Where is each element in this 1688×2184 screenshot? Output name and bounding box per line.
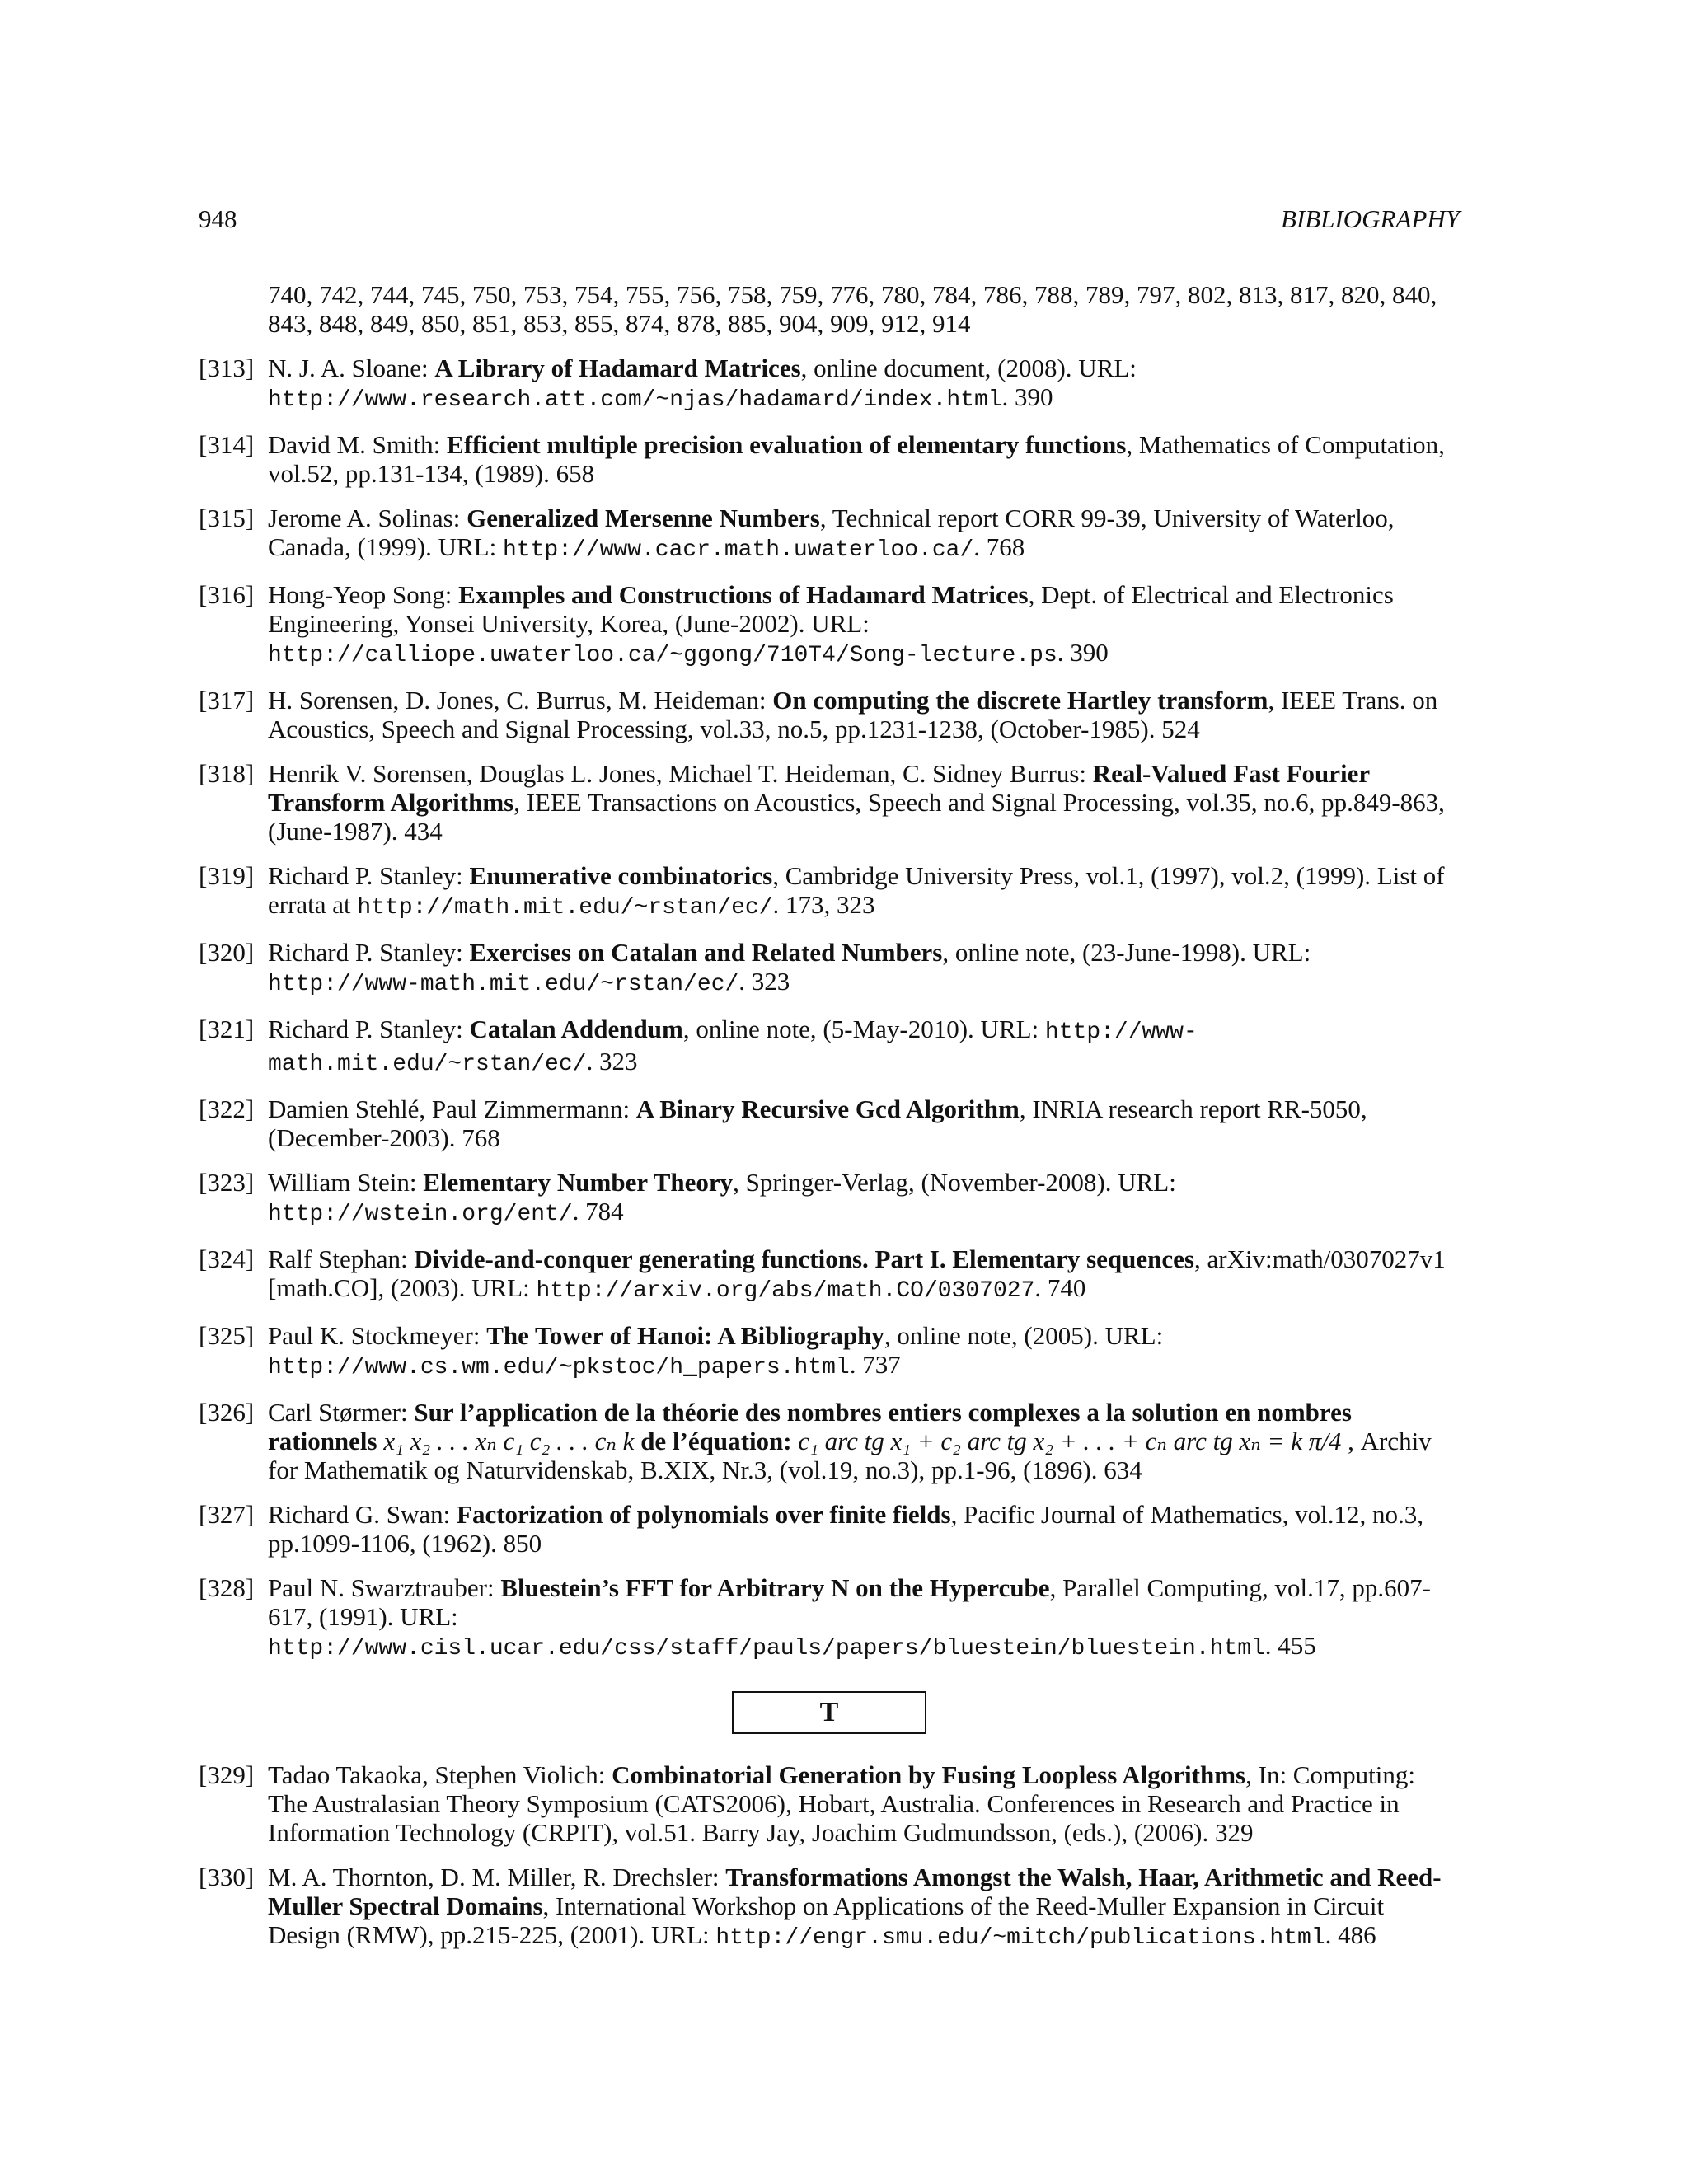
bib-entry	[199, 759, 1460, 846]
entry-authors: Carl Størmer:	[268, 1398, 415, 1427]
entry-title-part-b: de l’équation:	[634, 1427, 799, 1455]
bibliography-content	[199, 280, 1460, 1968]
bib-entry	[199, 354, 1460, 415]
bib-entry	[199, 1863, 1460, 1952]
entry-number: [316]	[199, 580, 255, 609]
entry-details: , Pacific Journal of Mathematics, vol.12, no.3, pp.1099-1106, (1962).	[268, 1500, 1423, 1558]
entry-details: , online note, (2005). URL:	[884, 1321, 1164, 1350]
entry-pages: 850	[496, 1529, 542, 1558]
entry-title: Efficient multiple precision evaluation of elementary functions	[447, 430, 1127, 459]
page-number: 948	[199, 204, 237, 233]
entry-pages: . 784	[572, 1197, 624, 1226]
entry-number: [325]	[199, 1321, 255, 1350]
entry-details: , arXiv:math/0307027v1 [math.CO], (2003). URL:	[268, 1244, 1446, 1302]
entry-authors: Ralf Stephan:	[268, 1244, 415, 1273]
bib-entry	[199, 1168, 1460, 1229]
entry-details: , Technical report CORR 99-39, University of Waterloo, Canada, (1999). URL:	[268, 504, 1395, 561]
entry-number: [321]	[199, 1015, 255, 1043]
bib-entry	[199, 938, 1460, 999]
entry-details: , Archiv for Mathematik og Naturvidenskab, B.XIX, Nr.3, (vol.19, no.3), pp.1-96, (1896).	[268, 1427, 1432, 1484]
entry-details: , Springer-Verlag, (November-2008). URL:	[733, 1168, 1176, 1197]
running-head	[199, 204, 1460, 234]
entry-title: The Tower of Hanoi: A Bibliography	[486, 1321, 884, 1350]
entry-number: [330]	[199, 1863, 255, 1891]
entry-details: , IEEE Transactions on Acoustics, Speech and Signal Processing, vol.35, no.6, pp.849-863, (June-1987).	[268, 788, 1445, 846]
entry-title: Bluestein’s FFT for Arbitrary N on the Hypercube	[500, 1573, 1050, 1602]
bib-entry-326	[199, 1398, 1460, 1484]
entry-details: , online note, (23-June-1998). URL:	[942, 938, 1311, 967]
entry-number: [327]	[199, 1500, 255, 1529]
entry-number: [324]	[199, 1244, 255, 1273]
entry-authors: Richard P. Stanley:	[268, 1015, 470, 1043]
entry-pages: . 323	[738, 967, 790, 996]
entry-pages: 329	[1208, 1818, 1254, 1847]
entry-details: , IEEE Trans. on Acoustics, Speech and Signal Processing, vol.33, no.5, pp.1231-1238, (October-1985).	[268, 686, 1438, 743]
entry-title: Elementary Number Theory	[423, 1168, 734, 1197]
entry-pages: . 740	[1034, 1273, 1086, 1302]
entry-details: , Parallel Computing, vol.17, pp.607-617, (1991). URL:	[268, 1573, 1431, 1631]
entry-details: , online note, (5-May-2010). URL:	[682, 1015, 1045, 1043]
entry-math-equation: c₁ arc tg x₁ + c₂ arc tg x₂ + . . . + cₙ arc tg xₙ = k π/4	[798, 1427, 1342, 1455]
entry-pages: . 768	[973, 532, 1025, 561]
entry-pages: . 737	[849, 1350, 901, 1379]
entry-url: http://calliope.uwaterloo.ca/~ggong/710T4/Song-lecture.ps	[268, 643, 1057, 668]
entry-url: http://www.cacr.math.uwaterloo.ca/	[502, 537, 974, 563]
entry-authors: Tadao Takaoka, Stephen Violich:	[268, 1760, 612, 1789]
section-letter-box: T	[732, 1691, 926, 1734]
bib-entry	[199, 1094, 1460, 1152]
bib-entry	[199, 1760, 1460, 1847]
section-title: BIBLIOGRAPHY	[1281, 204, 1460, 233]
bibliography-list-t	[199, 1760, 1460, 1952]
entry-number: [313]	[199, 354, 255, 382]
entry-details: , Mathematics of Computation, vol.52, pp.131-134, (1989).	[268, 430, 1445, 488]
entry-pages: 524	[1155, 715, 1200, 743]
bibliography-list-s2	[199, 1500, 1460, 1663]
entry-number: [317]	[199, 686, 255, 715]
entry-title: Enumerative combinatorics	[469, 861, 773, 890]
entry-title: Transformations Amongst the Walsh, Haar, Arithmetic and Reed-Muller Spectral Domains	[268, 1863, 1442, 1920]
entry-title: Factorization of polynomials over finite fields	[457, 1500, 951, 1529]
bib-entry	[199, 686, 1460, 743]
entry-title: Divide-and-conquer generating functions. Part I. Elementary sequences	[414, 1244, 1194, 1273]
entry-pages: . 323	[586, 1047, 638, 1076]
entry-title: Generalized Mersenne Numbers	[467, 504, 820, 532]
entry-url: http://www.research.att.com/~njas/hadamard/index.html	[268, 387, 1002, 413]
entry-title: Real-Valued Fast Fourier Transform Algorithms	[268, 759, 1370, 817]
entry-url: http://www.cisl.ucar.edu/css/staff/pauls/papers/bluestein/bluestein.html	[268, 1636, 1265, 1661]
entry-pages: . 390	[1057, 638, 1109, 667]
entry-number: [319]	[199, 861, 255, 890]
entry-url: http://www-math.mit.edu/~rstan/ec/	[268, 1019, 1198, 1077]
entry-title: On computing the discrete Hartley transform	[772, 686, 1268, 715]
entry-authors: Hong-Yeop Song:	[268, 580, 459, 609]
entry-pages: 634	[1097, 1455, 1142, 1484]
entry-pages: 768	[455, 1123, 500, 1152]
bib-entry	[199, 1573, 1460, 1663]
entry-number: [320]	[199, 938, 255, 967]
entry-title: Combinatorial Generation by Fusing Loopless Algorithms	[612, 1760, 1246, 1789]
bib-entry	[199, 1321, 1460, 1382]
entry-title: A Binary Recursive Gcd Algorithm	[635, 1094, 1020, 1123]
entry-authors: William Stein:	[268, 1168, 424, 1197]
entry-number: [318]	[199, 759, 255, 788]
entry-pages: . 455	[1264, 1631, 1316, 1660]
entry-url: http://www.cs.wm.edu/~pkstoc/h_papers.html	[268, 1355, 850, 1380]
entry-url: http://math.mit.edu/~rstan/ec/	[357, 895, 773, 921]
entry-number: [314]	[199, 430, 255, 459]
entry-authors: Richard G. Swan:	[268, 1500, 457, 1529]
entry-authors: Paul N. Swarztrauber:	[268, 1573, 501, 1602]
entry-number: [326]	[199, 1398, 255, 1427]
entry-authors: Jerome A. Solinas:	[268, 504, 467, 532]
bibliography-list-s	[199, 354, 1460, 1382]
entry-pages: . 486	[1325, 1920, 1376, 1949]
bib-entry	[199, 504, 1460, 565]
bib-entry	[199, 1500, 1460, 1558]
entry-details: , INRIA research report RR-5050, (December-2003).	[268, 1094, 1367, 1152]
entry-details: , International Workshop on Applications of the Reed-Muller Expansion in Circuit Design (RMW), pp.215-225, (2001). URL:	[268, 1891, 1385, 1949]
entry-title: Exercises on Catalan and Related Numbers	[469, 938, 943, 967]
entry-title: Catalan Addendum	[469, 1015, 683, 1043]
entry-details: , Cambridge University Press, vol.1, (1997), vol.2, (1999). List of errata at	[268, 861, 1445, 919]
entry-details: , Dept. of Electrical and Electronics Engineering, Yonsei University, Korea, (June-2002). URL:	[268, 580, 1394, 638]
entry-number: [323]	[199, 1168, 255, 1197]
entry-authors: Damien Stehlé, Paul Zimmermann:	[268, 1094, 636, 1123]
continuation-pages: 740, 742, 744, 745, 750, 753, 754, 755, 756, 758, 759, 776, 780, 784, 786, 788, 789, 797, 802, 813, 817, 820, 840, 843, 848, 849, 850, 851, 853, 855, 874, 878, 885, 904, 909, 912, 914	[268, 280, 1437, 338]
bib-entry	[199, 1244, 1460, 1305]
entry-url: http://www-math.mit.edu/~rstan/ec/	[268, 972, 739, 997]
entry-number: [328]	[199, 1573, 255, 1602]
entry-pages: 658	[549, 459, 595, 488]
entry-title: A Library of Hadamard Matrices	[434, 354, 801, 382]
entry-pages: . 390	[1001, 382, 1053, 411]
entry-authors: Richard P. Stanley:	[268, 861, 470, 890]
bib-entry	[199, 861, 1460, 922]
entry-title-part-a: Sur l’application de la théorie des nombres entiers complexes a la solution en nombres rationnels	[268, 1398, 1352, 1455]
entry-number: [329]	[199, 1760, 255, 1789]
entry-number: [315]	[199, 504, 255, 532]
entry-authors: Richard P. Stanley:	[268, 938, 470, 967]
entry-url: http://engr.smu.edu/~mitch/publications.html	[715, 1925, 1325, 1951]
entry-authors: M. A. Thornton, D. M. Miller, R. Drechsler:	[268, 1863, 726, 1891]
entry-authors: N. J. A. Sloane:	[268, 354, 435, 382]
entry-authors: H. Sorensen, D. Jones, C. Burrus, M. Heideman:	[268, 686, 773, 715]
entry-number: [322]	[199, 1094, 255, 1123]
entry-details: , In: Computing: The Australasian Theory Symposium (CATS2006), Hobart, Australia. Conferences in Research and Practice in Information Technology (CRPIT), vol.51. Barry Jay, Joachim Gudmundsson, (eds.), (2006).	[268, 1760, 1415, 1847]
bib-entry	[199, 1015, 1460, 1079]
entry-pages: . 173, 323	[772, 890, 875, 919]
entry-url: http://arxiv.org/abs/math.CO/0307027	[536, 1278, 1035, 1304]
entry-authors: Paul K. Stockmeyer:	[268, 1321, 487, 1350]
entry-url: http://wstein.org/ent/	[268, 1202, 573, 1227]
entry-authors: Henrik V. Sorensen, Douglas L. Jones, Michael T. Heideman, C. Sidney Burrus:	[268, 759, 1093, 788]
entry-math-variables: x₁ x₂ . . . xₙ c₁ c₂ . . . cₙ k	[383, 1427, 635, 1455]
entry-details: , online document, (2008). URL:	[800, 354, 1137, 382]
entry-authors: David M. Smith:	[268, 430, 448, 459]
bib-entry	[199, 430, 1460, 488]
entry-title: Examples and Constructions of Hadamard Matrices	[458, 580, 1029, 609]
entry-pages: 434	[397, 817, 443, 846]
bib-entry	[199, 580, 1460, 670]
